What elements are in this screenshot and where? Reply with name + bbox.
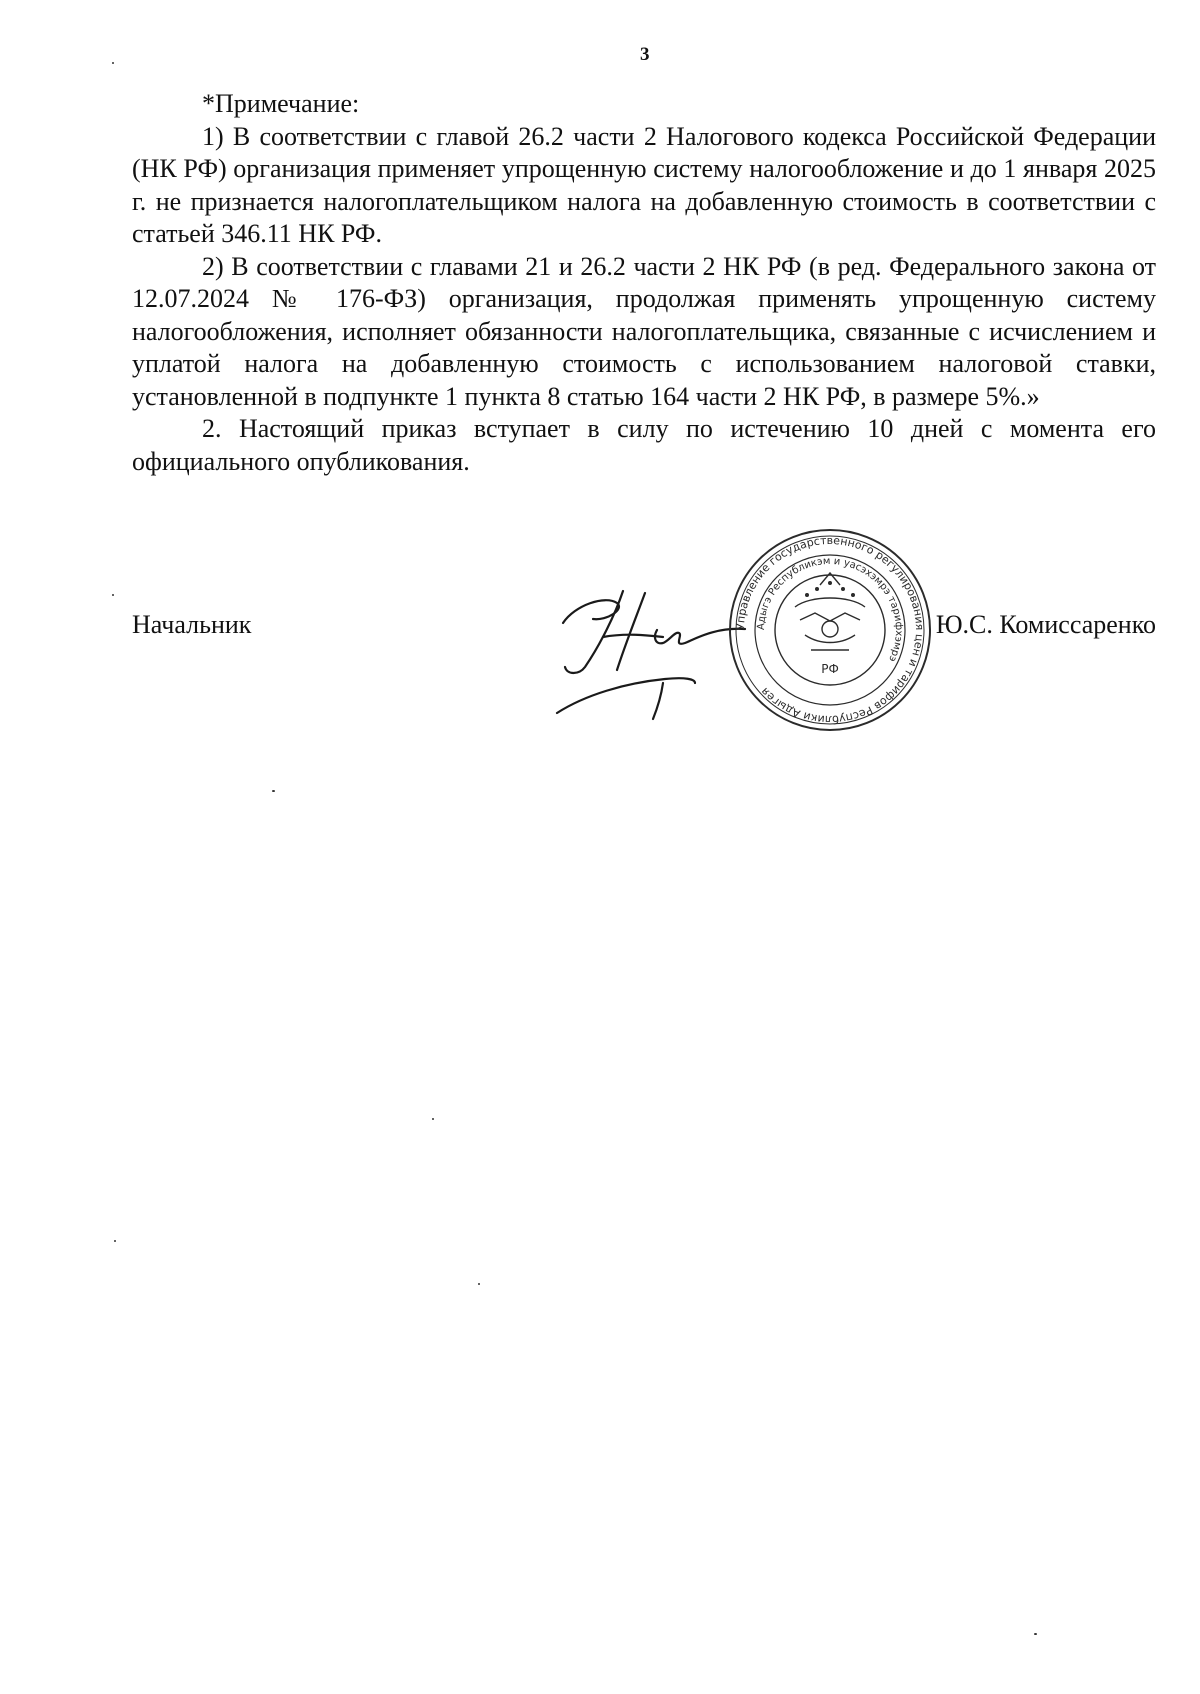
scan-speck: [112, 594, 114, 596]
scan-speck: [432, 1118, 434, 1120]
document-body: [132, 88, 1156, 478]
scan-speck: [112, 62, 114, 64]
note-item-1: 1) В соответствии с главой 26.2 части 2 Налогового кодекса Российской Федерации (НК РФ) организация применяет упрощенную систему налогообложение и до 1 января 2025 г. не признается налогоплательщиком налога на добавленную стоимость в соответствии с статьей 346.11 НК РФ.: [132, 121, 1156, 248]
page-number: 3: [640, 44, 650, 65]
signer-name: Ю.С. Комиссаренко: [935, 610, 1156, 639]
official-seal: [725, 525, 935, 735]
scan-speck: [272, 790, 275, 792]
note-item-2: 2) В соответствии с главами 21 и 26.2 части 2 НК РФ (в ред. Федерального закона от 12.07.2024 № 176-ФЗ) организация, продолжая применять упрощенную систему налогообложения, исполняет обязанности налогоплательщика, связанные с исчислением и уплатой налога на добавленную стоимость с использованием налоговой ставки, установленной в подпункте 1 пункта 8 статью 164 части 2 НК РФ, в размере 5%.»: [132, 251, 1156, 411]
scan-speck: [1034, 1633, 1037, 1635]
clause-effective-date: 2. Настоящий приказ вступает в силу по истечению 10 дней с момента его официального опубликования.: [132, 414, 1156, 476]
seal-outer-text: Управление государственного регулирования цен и тарифов Республики Адыгея: [733, 533, 927, 727]
note-title: *Примечание:: [202, 89, 360, 118]
scan-speck: [478, 1283, 480, 1285]
seal-inner-text: Адыгэ Республикэм и уасэхэмрэ тарифхэмрэ: [755, 555, 905, 664]
signer-position: Начальник: [132, 610, 252, 639]
scan-speck: [114, 1240, 116, 1242]
seal-center-text: РФ: [821, 662, 839, 676]
